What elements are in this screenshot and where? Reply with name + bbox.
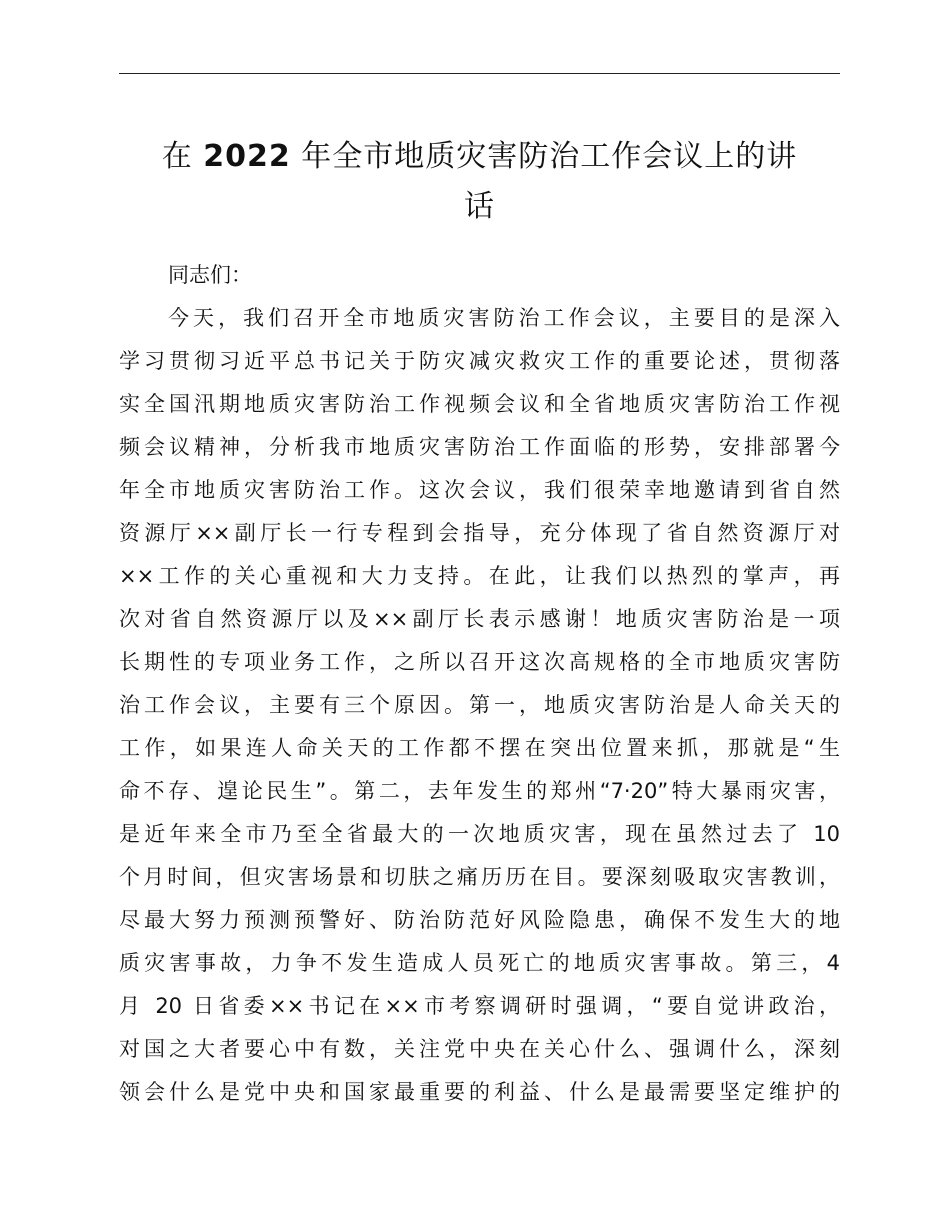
title-line-2: 话 bbox=[464, 189, 495, 224]
paragraph-line: 频会议精神，分析我市地质灾害防治工作面临的形势，安排部署今 bbox=[119, 435, 840, 459]
paragraph-line: 尽最大努力预测预警好、防治防范好风险隐患，确保不发生大的地 bbox=[119, 908, 840, 932]
salutation: 同志们： bbox=[168, 263, 252, 287]
paragraph-line: ××工作的关心重视和大力支持。在此，让我们以热烈的掌声，再 bbox=[119, 564, 840, 588]
speech-body bbox=[119, 254, 840, 1114]
paragraph-line: 个月时间，但灾害场景和切肤之痛历历在目。要深刻吸取灾害教训， bbox=[119, 865, 840, 889]
title-prefix: 在 bbox=[161, 139, 204, 174]
paragraph-line: 今天，我们召开全市地质灾害防治工作会议，主要目的是深入 bbox=[168, 306, 840, 330]
paragraph-line: 治工作会议，主要有三个原因。第一，地质灾害防治是人命关天的 bbox=[119, 693, 840, 717]
paragraph-line: 资源厅××副厅长一行专程到会指导，充分体现了省自然资源厅对 bbox=[119, 521, 840, 545]
paragraph-line: 对国之大者要心中有数，关注党中央在关心什么、强调什么，深刻 bbox=[119, 1037, 840, 1061]
paragraph-line: 是近年来全市乃至全省最大的一次地质灾害，现在虽然过去了 10 bbox=[119, 822, 840, 846]
paragraph-line: 学习贯彻习近平总书记关于防灾减灾救灾工作的重要论述，贯彻落 bbox=[119, 349, 840, 373]
paragraph-line: 长期性的专项业务工作，之所以召开这次高规格的全市地质灾害防 bbox=[119, 650, 840, 674]
paragraph-line: 质灾害事故，力争不发生造成人员死亡的地质灾害事故。第三，4 bbox=[119, 951, 840, 975]
paragraph-line: 次对省自然资源厅以及××副厅长表示感谢！地质灾害防治是一项 bbox=[119, 607, 840, 631]
page-title bbox=[119, 132, 840, 232]
paragraph-line: 命不存、遑论民生”。第二，去年发生的郑州“7·20”特大暴雨灾害， bbox=[119, 779, 840, 803]
title-rest: 年全市地质灾害防治工作会议上的讲 bbox=[290, 139, 798, 174]
paragraph-line: 工作，如果连人命关天的工作都不摆在突出位置来抓，那就是“生 bbox=[119, 736, 840, 760]
paragraph-line: 领会什么是党中央和国家最重要的利益、什么是最需要坚定维护的 bbox=[119, 1080, 840, 1104]
paragraph-line: 年全市地质灾害防治工作。这次会议，我们很荣幸地邀请到省自然 bbox=[119, 478, 840, 502]
paragraph-line: 月 20 日省委××书记在××市考察调研时强调，“要自觉讲政治， bbox=[119, 994, 840, 1018]
header-rule bbox=[119, 73, 840, 74]
paragraph-line: 实全国汛期地质灾害防治工作视频会议和全省地质灾害防治工作视 bbox=[119, 392, 840, 416]
title-year: 2022 bbox=[203, 139, 291, 174]
